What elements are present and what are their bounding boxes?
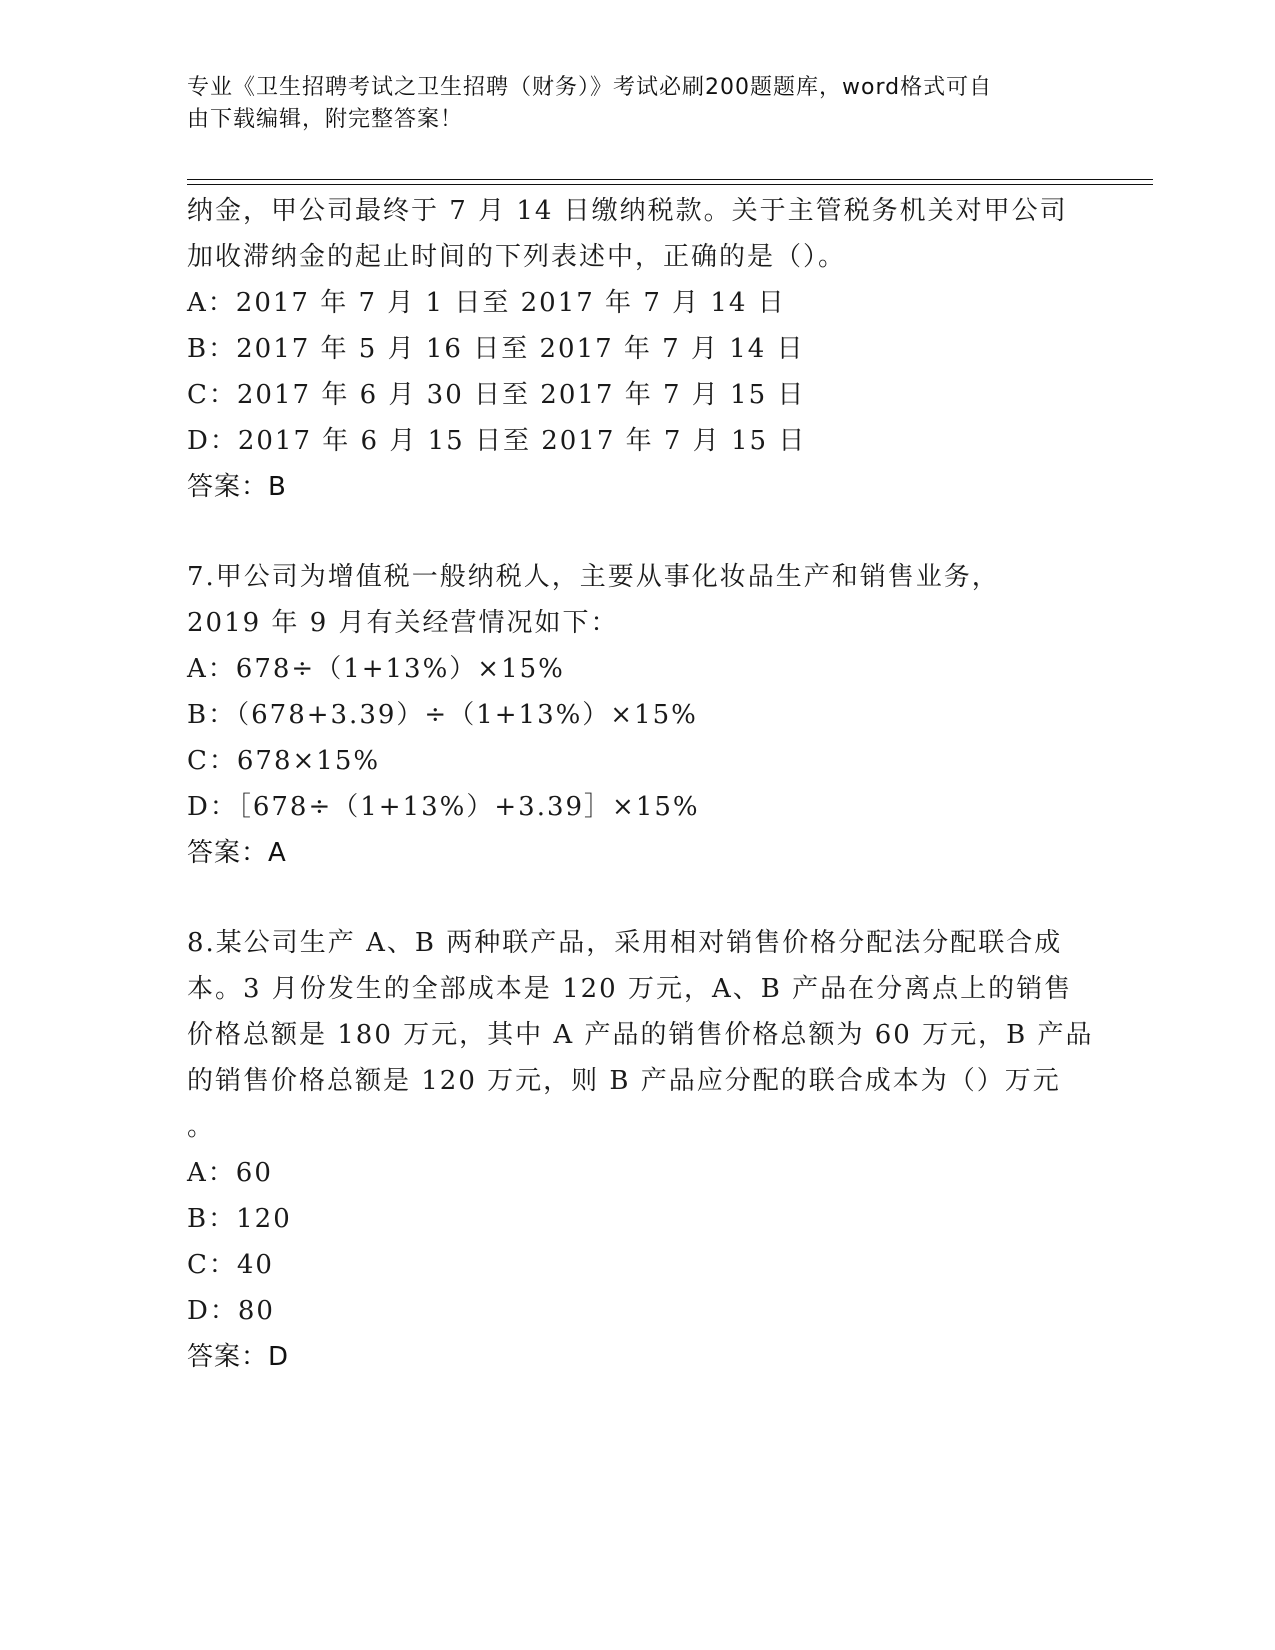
answer-label: 答案：A <box>187 838 287 868</box>
document-body <box>187 188 1094 1380</box>
option-b: B：（678+3.39）÷（1+13%）×15% <box>187 700 698 730</box>
document-header <box>187 72 1087 136</box>
option-b: B：2017 年 5 月 16 日至 2017 年 7 月 14 日 <box>187 334 805 364</box>
question-text-line: 7.甲公司为增值税一般纳税人，主要从事化妆品生产和销售业务， <box>187 562 1000 592</box>
question-6 <box>187 188 1087 510</box>
option-d: D：80 <box>187 1296 275 1326</box>
question-text-line: 的销售价格总额是 120 万元，则 B 产品应分配的联合成本为（）万元 <box>187 1066 1061 1096</box>
option-a: A：678÷（1+13%）×15% <box>187 654 565 684</box>
question-text-line: 8.某公司生产 A、B 两种联产品，采用相对销售价格分配法分配联合成 <box>187 928 1063 958</box>
option-c: C：2017 年 6 月 30 日至 2017 年 7 月 15 日 <box>187 380 806 410</box>
option-a: A：60 <box>187 1158 273 1188</box>
header-title-line-2: 由下载编辑，附完整答案！ <box>187 107 464 132</box>
option-b: B：120 <box>187 1204 292 1234</box>
spacer <box>187 510 1087 554</box>
header-divider-bottom <box>187 184 1153 185</box>
option-c: C：40 <box>187 1250 274 1280</box>
option-c: C：678×15% <box>187 746 381 776</box>
answer-label: 答案：B <box>187 472 287 502</box>
header-title-line-1: 专业《卫生招聘考试之卫生招聘（财务）》考试必刷200题题库，word格式可自 <box>187 75 993 100</box>
answer-label: 答案：D <box>187 1342 290 1372</box>
question-text-line: 。 <box>187 1112 216 1142</box>
question-7 <box>187 554 1087 876</box>
question-text-line: 纳金，甲公司最终于 7 月 14 日缴纳税款。关于主管税务机关对甲公司 <box>187 196 1068 226</box>
question-text-line: 加收滞纳金的起止时间的下列表述中，正确的是（）。 <box>187 242 847 272</box>
spacer <box>187 876 1087 920</box>
option-d: D：［678÷（1+13%）+3.39］×15% <box>187 792 700 822</box>
header-divider-top <box>187 179 1153 180</box>
question-text-line: 本。3 月份发生的全部成本是 120 万元，A、B 产品在分离点上的销售 <box>187 974 1073 1004</box>
option-d: D：2017 年 6 月 15 日至 2017 年 7 月 15 日 <box>187 426 807 456</box>
question-text-line: 价格总额是 180 万元，其中 A 产品的销售价格总额为 60 万元，B 产品 <box>187 1020 1094 1050</box>
question-text-line: 2019 年 9 月有关经营情况如下： <box>187 608 619 638</box>
question-8 <box>187 920 1094 1380</box>
option-a: A：2017 年 7 月 1 日至 2017 年 7 月 14 日 <box>187 288 786 318</box>
